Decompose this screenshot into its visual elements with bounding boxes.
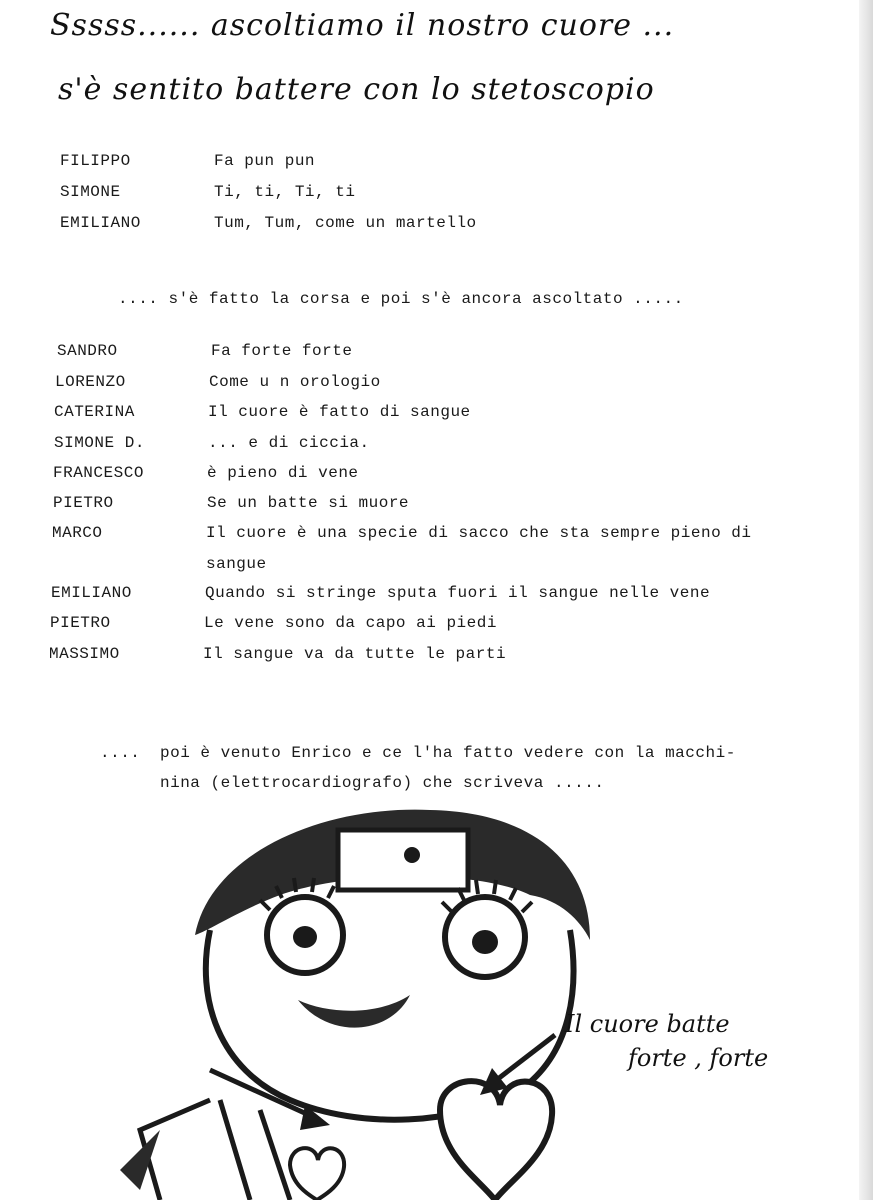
speaker-name: EMILIANO (60, 214, 141, 232)
speaker-line: Il cuore è una specie di sacco che sta sempre pieno di (206, 524, 752, 542)
handwritten-title-line-1: Sssss...... ascoltiamo il nostro cuore ... (50, 8, 675, 43)
drawing-caption-line-2: forte , forte (628, 1044, 769, 1072)
child-drawing (100, 800, 780, 1200)
speaker-name: LORENZO (55, 373, 126, 391)
speaker-line: Il cuore è fatto di sangue (208, 403, 471, 421)
speaker-name: EMILIANO (51, 584, 132, 602)
handwritten-title-line-2: s'è sentito battere con lo stetoscopio (58, 72, 655, 107)
speaker-name: FRANCESCO (53, 464, 144, 482)
speaker-name: PIETRO (53, 494, 114, 512)
speaker-name: SIMONE D. (54, 434, 145, 452)
speaker-name: SANDRO (57, 342, 118, 360)
speaker-name: PIETRO (50, 614, 111, 632)
speaker-line: Ti, ti, Ti, ti (214, 183, 356, 201)
drawing-caption-line-1: Il cuore batte (565, 1010, 730, 1038)
narration-prefix: .... (100, 744, 141, 762)
speaker-line: Le vene sono da capo ai piedi (204, 614, 497, 632)
speaker-line: Fa forte forte (211, 342, 353, 360)
speaker-line: Se un batte si muore (207, 494, 410, 512)
speaker-line: Come u n orologio (209, 373, 381, 391)
speaker-line: è pieno di vene (207, 464, 359, 482)
speaker-name: FILIPPO (60, 152, 131, 170)
speaker-name: SIMONE (60, 183, 121, 201)
narration-run: .... s'è fatto la corsa e poi s'è ancora ascoltato ..... (118, 290, 684, 308)
narration-line-2: nina (elettrocardiografo) che scriveva ..... (160, 774, 605, 792)
speaker-name: CATERINA (54, 403, 135, 421)
speaker-line: Tum, Tum, come un martello (214, 214, 477, 232)
speaker-line: Il sangue va da tutte le parti (203, 645, 507, 663)
narration-line-1: poi è venuto Enrico e ce l'ha fatto vedere con la macchi- (160, 744, 736, 762)
speaker-name: MASSIMO (49, 645, 120, 663)
page-edge-shadow (859, 0, 873, 1200)
speaker-name: MARCO (52, 524, 103, 542)
speaker-line: Quando si stringe sputa fuori il sangue nelle vene (205, 584, 711, 602)
speaker-line: sangue (206, 555, 267, 573)
speaker-line: ... e di ciccia. (208, 434, 370, 452)
speaker-line: Fa pun pun (214, 152, 316, 170)
